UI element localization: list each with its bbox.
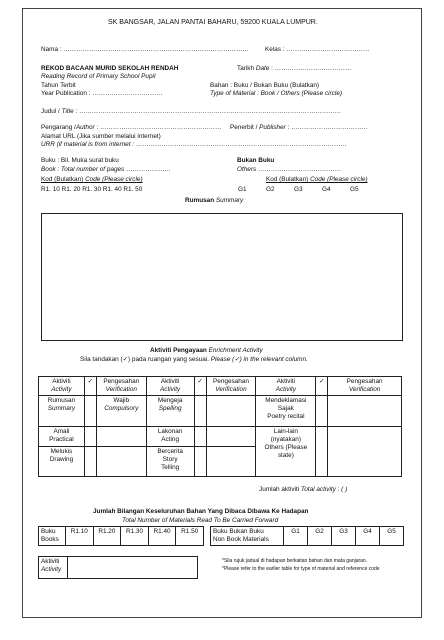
nonbook-code-g4: G4 — [322, 186, 331, 193]
nonbook-total-table — [210, 526, 404, 546]
publisher-label: Penerbit / Publisher : ……………………………… — [230, 124, 368, 131]
nonbook-code-cell: G3 — [332, 527, 356, 546]
school-header: SK BANGSAR, JALAN PANTAI BAHARU, 59200 KUALA LUMPUR. — [108, 19, 318, 26]
code-label-nonbook: Kod (Bulatkan) Code (Please circle) — [266, 176, 368, 183]
book-label: Buku : Bil. Muka surat buku — [41, 157, 119, 164]
nonbook-code-cell: G1 — [284, 527, 308, 546]
check-cell[interactable] — [194, 427, 206, 447]
verify-cell[interactable] — [206, 447, 256, 477]
book-code-cell: R1.10 — [66, 527, 94, 546]
activity-table — [38, 376, 402, 477]
check-cell[interactable] — [84, 427, 96, 447]
activity-box-label: Aktiviti Activity — [39, 557, 68, 579]
verify-cell[interactable] — [328, 427, 402, 477]
activity-row: Amali Practical Lakonan Acting Lain-lain (nyatakan) Others (Please state) — [39, 427, 402, 447]
check-cell[interactable] — [194, 447, 206, 477]
nonbook-label: Bukan Buku — [237, 157, 275, 164]
book-code-cell: R1.40 — [148, 527, 176, 546]
check-icon: ✓ — [84, 377, 96, 396]
note-bm: *Sila rujuk jadual di hadapan berkaitan bahan dan mata ganjaran. — [222, 558, 368, 564]
material-label: Bahan : Buku / Bukan Buku (Bulatkan) — [210, 82, 320, 89]
enrich-title: Aktiviti Pengayaan Enrichment Activity — [150, 347, 263, 354]
nonbook-code-g2: G2 — [266, 186, 275, 193]
activity-total-cell[interactable] — [68, 557, 198, 579]
record-title: REKOD BACAAN MURID SEKOLAH RENDAH — [41, 65, 179, 72]
nonbook-code-cell: G5 — [380, 527, 404, 546]
name-label: Nama : …………………………………………………………………………… — [41, 46, 249, 53]
verify-cell[interactable] — [96, 447, 146, 477]
total-activity: Jumlah aktiviti Total activity : ( ) — [259, 486, 348, 493]
activity-row: Melukis Drawing Bercerita Story Telling — [39, 447, 402, 477]
nonbook-code-g1: G1 — [238, 186, 247, 193]
nonbook-code-cell: G2 — [308, 527, 332, 546]
enrich-instruction: Sila tandakan (✓) pada ruangan yang sesuai. Please (✓) in the relevant column. — [80, 356, 308, 363]
check-cell[interactable] — [316, 427, 328, 477]
nonbook-code-cell: G4 — [356, 527, 380, 546]
check-cell[interactable] — [194, 396, 206, 427]
book-label-en: Book : Total number of pages ………………… — [41, 166, 171, 173]
book-code-cell: R1.20 — [93, 527, 121, 546]
record-title-en: Reading Record of Primary School Pupil — [41, 73, 156, 80]
summary-box[interactable] — [41, 213, 403, 341]
check-cell[interactable] — [84, 396, 96, 427]
check-cell[interactable] — [84, 447, 96, 477]
code-label-book: Kod (Bulatkan) Code (Please circle) — [41, 176, 143, 183]
material-label-en: Type of Material : Book / Others (Please circle) — [210, 90, 342, 97]
summary-label: Rumusan Summary — [185, 197, 244, 204]
verify-cell[interactable] — [96, 427, 146, 447]
year-label: Tahun Terbit — [41, 82, 76, 89]
total-title: Jumlah Bilangan Keseluruhan Bahan Yang Dibaca Dibawa Ke Hadapan — [93, 508, 309, 515]
class-label: Kelas : ………………………………… — [265, 46, 370, 53]
author-label: Pengarang /Author : ………………………………………………… — [41, 124, 222, 131]
nonbook-code-g3: G3 — [294, 186, 303, 193]
check-icon: ✓ — [194, 377, 206, 396]
books-label: Buku Books — [39, 527, 66, 546]
activity-row: Rumusan Summary Wajib Compulsory Mengeja Spelling Mendeklamasi Sajak Poetry recital — [39, 396, 402, 427]
url-label-en: URR (if material is from internet : ……………………………………………………………………………………… — [41, 141, 347, 148]
verify-cell[interactable] — [206, 427, 256, 447]
title-label: Judul / Title : …………………………………………………………………………………………………………… — [41, 108, 342, 115]
verify-cell[interactable] — [206, 396, 256, 427]
book-code-cell: R1.30 — [121, 527, 149, 546]
check-icon: ✓ — [316, 377, 328, 396]
others-label: Others ………………………………… — [237, 166, 342, 173]
year-label-en: Year Publication : …………………………… — [41, 90, 163, 97]
date-label: Tarikh Date : ……………………………… — [237, 65, 352, 72]
nonbook-label-cell: Buku Bukan Buku Non Book Materials — [211, 527, 284, 546]
book-code-cell: R1.50 — [176, 527, 204, 546]
url-label: Alamat URL (Jika sumber melalui internet) — [41, 133, 161, 140]
nonbook-code-g5: G5 — [350, 186, 359, 193]
verify-cell[interactable] — [328, 396, 402, 427]
book-codes: R1. 10 R1. 20 R1. 30 R1. 40 R1. 50 — [41, 186, 143, 193]
books-total-table — [38, 526, 204, 546]
activity-header-row: Aktiviti Activity ✓ Pengesahan Verification Aktiviti Activity ✓ Pengesahan Verification Aktiviti Activity ✓ Pengesahan Verification — [39, 377, 402, 396]
check-cell[interactable] — [316, 396, 328, 427]
note-en: *Please refer to the earlier table for type of material and reference code — [222, 566, 380, 572]
activity-total-table — [38, 556, 198, 579]
total-title-en: Total Number of Materials Read To Be Carried Forward — [122, 517, 279, 524]
